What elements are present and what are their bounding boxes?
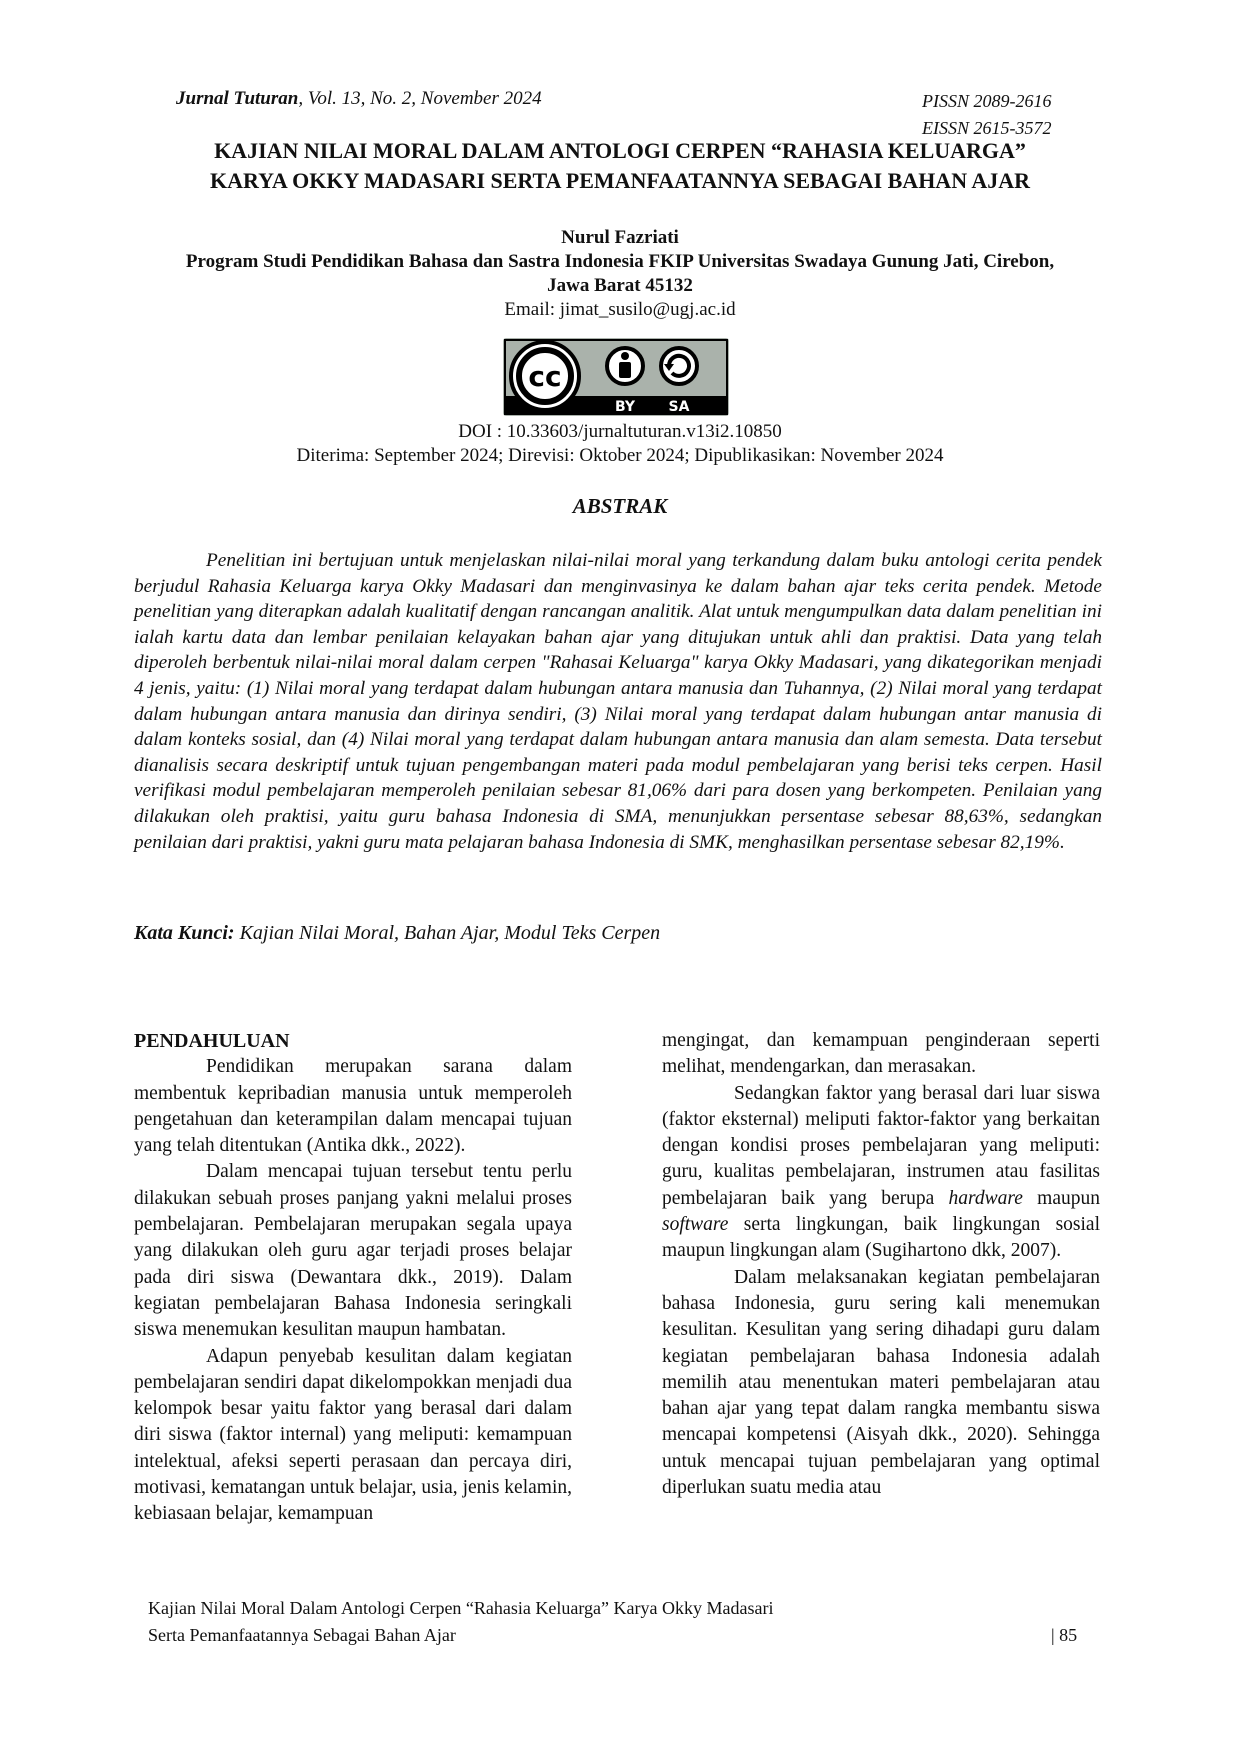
section-heading: PENDAHULUAN — [134, 1030, 290, 1052]
issn-block — [922, 88, 1052, 142]
footer-title-line-2: Serta Pemanfaatannya Sebagai Bahan Ajar — [148, 1625, 456, 1645]
author-email: Email: jimat_susilo@ugj.ac.id — [504, 299, 736, 320]
sa-text: SA — [668, 399, 690, 415]
body-right-column — [662, 1028, 1100, 1501]
author-block — [100, 226, 1140, 322]
article-meta — [100, 420, 1140, 468]
journal-name: Jurnal Tuturan — [176, 88, 299, 109]
body-left-column — [134, 1028, 572, 1528]
text-span: Sedangkan faktor yang berasal dari luar siswa (faktor eksternal) meliputi faktor-faktor yang berkaitan dengan kondisi proses pembelajaran yang meliputi: guru, kualitas pembelajaran, instrumen atau fasilitas pembelajaran baik yang berupa — [662, 1082, 1100, 1209]
by-text: BY — [614, 399, 636, 415]
abstract-text: Penelitian ini bertujuan untuk menjelaskan nilai-nilai moral yang terkandung dalam buku antologi cerita pendek berjudul Rahasia Keluarga karya Okky Madasari dan menginvasinya ke dalam bahan ajar teks cerita pendek. Metode penelitian yang diterapkan adalah kualitatif dengan rancangan analitik. Alat untuk mengumpulkan data dalam penelitian ini ialah kartu data dan lembar penilaian kelayakan bahan ajar yang ditujukan untuk ahli dan praktisi. Data yang telah diperoleh berbentuk nilai-nilai moral dalam cerpen "Rahasai Keluarga" karya Okky Madasari, yang dikategorikan menjadi 4 jenis, yaitu: (1) Nilai moral yang terdapat dalam hubungan antara manusia dan Tuhannya, (2) Nilai moral yang terdapat dalam hubungan antara manusia dan dirinya sendiri, (3) Nilai moral yang terdapat dalam hubungan antar manusia di dalam konteks sosial, dan (4) Nilai moral yang terdapat dalam hubungan antara manusia dan alam semesta. Data tersebut dianalisis secara deskriptif untuk tujuan pengembangan materi pada modul pembelajaran yang berisi teks cerpen. Hasil verifikasi modul pembelajaran memperoleh penilaian sebesar 81,06% dari para dosen yang berkompeten. Penilaian yang dilakukan oleh praktisi, yaitu guru bahasa Indonesia di SMA, menunjukkan persentase sebesar 88,63%, sedangkan penilaian dari praktisi, yakni guru mata pelajaran bahasa Indonesia di SMK, menghasilkan persentase sebesar 82,19%. — [134, 550, 1102, 853]
title-line-1: KAJIAN NILAI MORAL DALAM ANTOLOGI CERPEN “RAHASIA KELUARGA” — [214, 138, 1026, 163]
paragraph: mengingat, dan kemampuan penginderaan seperti melihat, mendengarkan, dan merasakan. — [662, 1030, 1100, 1078]
keywords-text: Kajian Nilai Moral, Bahan Ajar, Modul Teks Cerpen — [234, 922, 661, 944]
pissn: PISSN 2089-2616 — [922, 91, 1052, 111]
author-name: Nurul Fazriati — [561, 227, 679, 248]
paragraph — [662, 1081, 1100, 1265]
paragraph: Dalam melaksanakan kegiatan pembelajaran bahasa Indonesia, guru sering kali menemukan kesulitan. Kesulitan yang sering dihadapi guru dalam kegiatan pembelajaran bahasa Indonesia adalah memilih atau menentukan materi pembelajaran atau bahan ajar yang tepat dalam rangka membantu siswa mencapai kompetensi (Aisyah dkk., 2020). Sehingga untuk mencapai tujuan pembelajaran yang optimal diperlukan suatu media atau — [662, 1266, 1100, 1499]
page-number: | 85 — [1051, 1625, 1078, 1645]
abstract-heading: ABSTRAK — [572, 494, 668, 518]
eissn: EISSN 2615-3572 — [922, 118, 1052, 138]
cc-license-icon — [503, 338, 729, 416]
affiliation-line-2: Jawa Barat 45132 — [547, 275, 693, 296]
doi[interactable]: DOI : 10.33603/jurnaltuturan.v13i2.10850 — [458, 421, 782, 442]
paragraph: Dalam mencapai tujuan tersebut tentu perlu dilakukan sebuah proses panjang yakni melalui proses pembelajaran. Pembelajaran merupakan segala upaya yang dilakukan oleh guru agar terjadi proses belajar pada diri siswa (Dewantara dkk., 2019). Dalam kegiatan pembelajaran Bahasa Indonesia seringkali siswa menemukan kesulitan maupun hambatan. — [134, 1161, 572, 1341]
cc-by-sa-badge-icon[interactable] — [503, 338, 729, 416]
paper-title — [100, 136, 1140, 196]
text-span: serta lingkungan, baik lingkungan sosial maupun lingkungan alam (Sugihartono dkk, 2007). — [662, 1214, 1100, 1262]
journal-citation — [176, 88, 542, 110]
affiliation-line-1: Program Studi Pendidikan Bahasa dan Sastra Indonesia FKIP Universitas Swadaya Gunung Jati, Cirebon, — [185, 251, 1055, 272]
paragraph: Adapun penyebab kesulitan dalam kegiatan pembelajaran sendiri dapat dikelompokkan menjadi dua kelompok besar yaitu faktor yang berasal dari dalam diri siswa (faktor internal) yang meliputi: kemampuan intelektual, afeksi seperti perasaan dan percaya diri, motivasi, kematangan untuk belajar, usia, jenis kelamin, kebiasaan belajar, kemampuan — [134, 1345, 572, 1525]
keywords-label: Kata Kunci: — [134, 922, 235, 944]
paragraph: Pendidikan merupakan sarana dalam membentuk kepribadian manusia untuk memperoleh pengetahuan dan keterampilan dalam mencapai tujuan yang telah ditentukan (Antika dkk., 2022). — [134, 1056, 572, 1157]
footer-title-line-1: Kajian Nilai Moral Dalam Antologi Cerpen “Rahasia Keluarga” Karya Okky Madasari — [148, 1598, 774, 1618]
title-line-2: KARYA OKKY MADASARI SERTA PEMANFAATANNYA SEBAGAI BAHAN AJAR — [209, 168, 1031, 193]
italic-term: software — [662, 1214, 729, 1236]
cc-text: cc — [528, 360, 562, 393]
article-dates: Diterima: September 2024; Direvisi: Oktober 2024; Dipublikasikan: November 2024 — [296, 445, 944, 466]
journal-issue: , Vol. 13, No. 2, November 2024 — [298, 88, 542, 109]
text-span: maupun — [1022, 1187, 1101, 1209]
italic-term: hardware — [948, 1187, 1023, 1209]
keywords — [134, 922, 660, 945]
